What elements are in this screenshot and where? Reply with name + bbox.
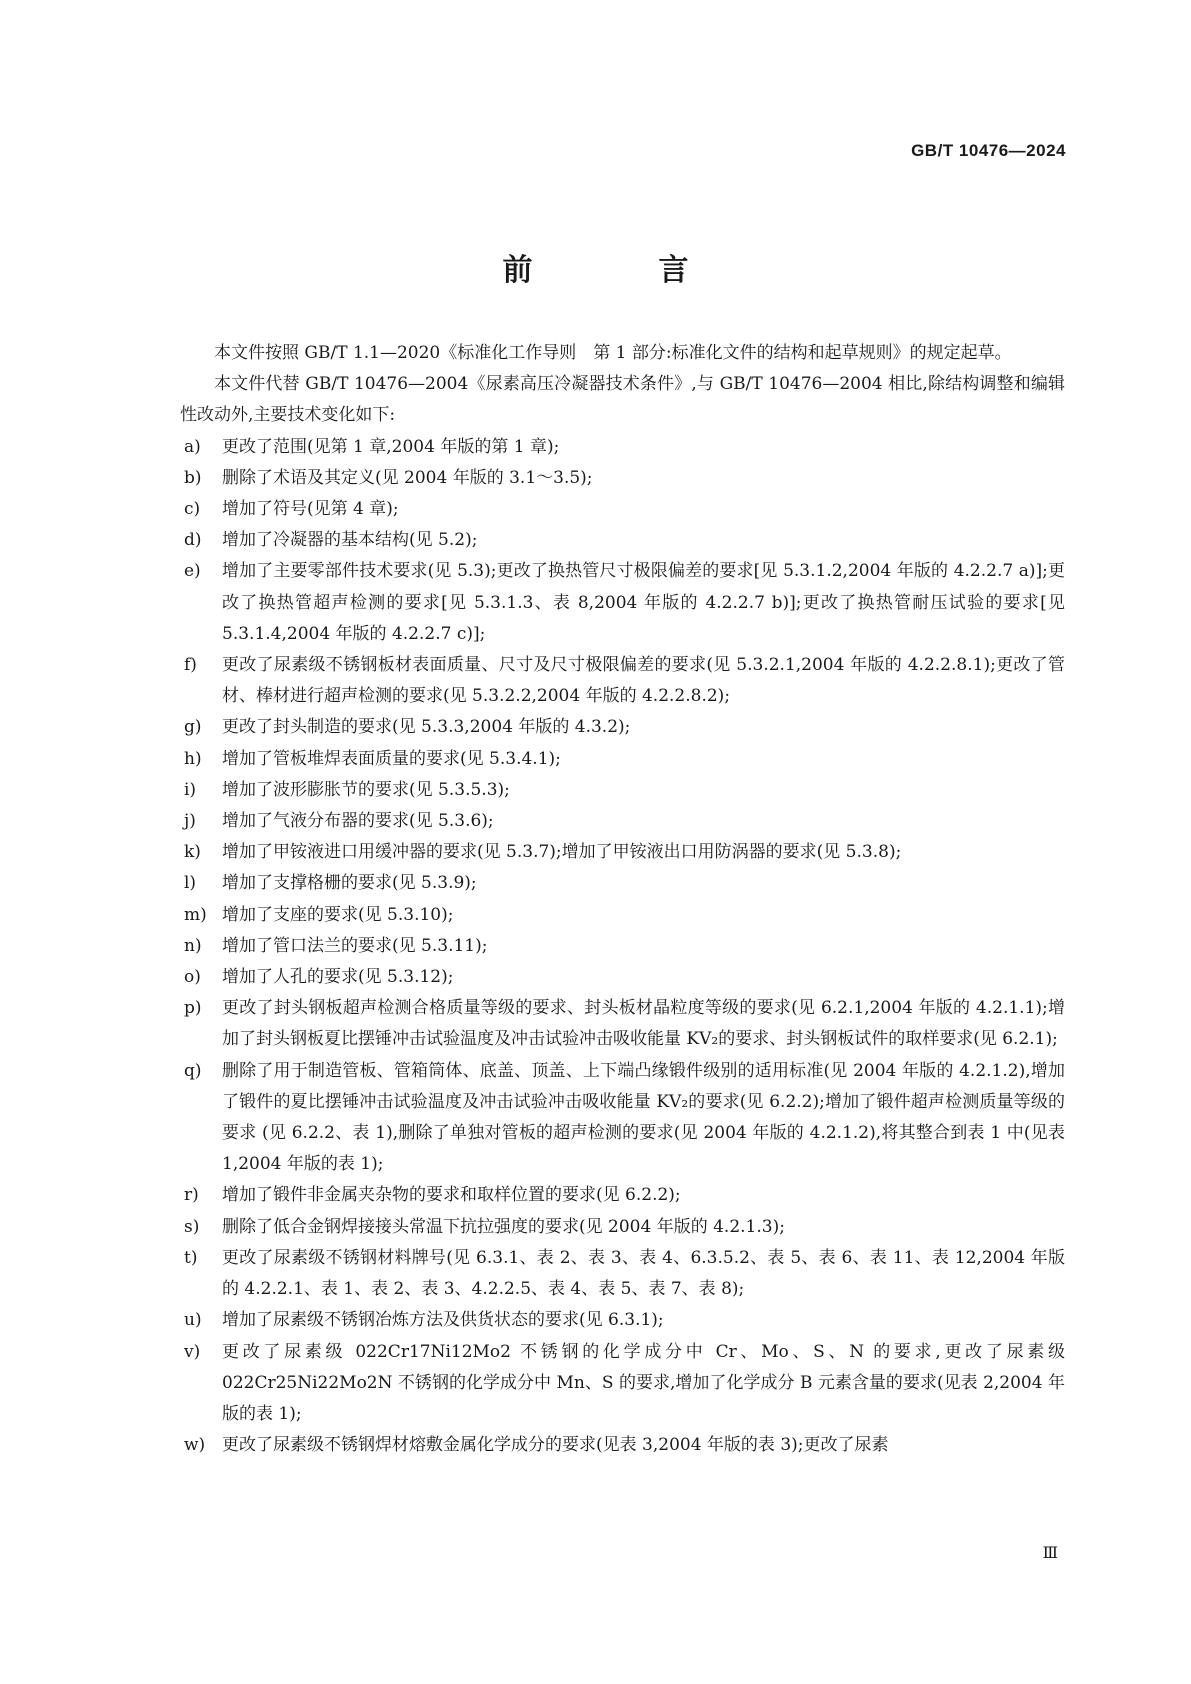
list-item-text: 增加了冷凝器的基本结构(见 5.2);	[222, 530, 478, 551]
list-item-text: 增加了支座的要求(见 5.3.10);	[222, 904, 454, 925]
list-item-marker: h)	[184, 748, 202, 769]
list-item-marker: t)	[184, 1247, 198, 1268]
list-item	[180, 1337, 1065, 1431]
list-item-text: 增加了尿素级不锈钢冶炼方法及供货状态的要求(见 6.3.1);	[222, 1310, 664, 1331]
list-item-text: 增加了管口法兰的要求(见 5.3.11);	[222, 935, 488, 956]
list-item-marker: p)	[184, 998, 202, 1019]
list-item-text: 增加了符号(见第 4 章);	[222, 499, 399, 520]
list-item-text: 增加了波形膨胀节的要求(见 5.3.5.3);	[222, 779, 510, 800]
standard-number: GB/T 10476—2024	[911, 141, 1066, 160]
list-item-marker: b)	[184, 467, 202, 488]
document-body	[180, 338, 1065, 1461]
list-item-marker: w)	[184, 1435, 206, 1456]
list-item-marker: d)	[184, 530, 202, 551]
list-item-marker: m)	[184, 904, 207, 925]
list-item	[180, 432, 1065, 463]
list-item	[180, 744, 1065, 775]
list-item-marker: l)	[184, 873, 197, 894]
list-item	[180, 525, 1065, 556]
list-item-marker: a)	[184, 436, 201, 457]
list-item-marker: k)	[184, 842, 201, 863]
list-item	[180, 712, 1065, 743]
list-item-text: 增加了管板堆焊表面质量的要求(见 5.3.4.1);	[222, 748, 561, 769]
list-item	[180, 1305, 1065, 1336]
list-item-text: 增加了支撑格栅的要求(见 5.3.9);	[222, 873, 477, 894]
list-item-text: 增加了气液分布器的要求(见 5.3.6);	[222, 811, 494, 832]
list-item-text: 更改了尿素级不锈钢焊材熔敷金属化学成分的要求(见表 3,2004 年版的表 3);更改了尿素	[222, 1435, 889, 1456]
list-item-marker: c)	[184, 499, 201, 520]
list-item-text: 增加了锻件非金属夹杂物的要求和取样位置的要求(见 6.2.2);	[222, 1185, 681, 1206]
list-item-marker: j)	[184, 811, 196, 832]
page-number: Ⅲ	[1042, 1543, 1058, 1562]
list-item-marker: i)	[184, 779, 197, 800]
list-item	[180, 1212, 1065, 1243]
list-item-text: 删除了低合金钢焊接接头常温下抗拉强度的要求(见 2004 年版的 4.2.1.3);	[222, 1216, 785, 1237]
list-item	[180, 962, 1065, 993]
list-item-marker: g)	[184, 717, 202, 738]
list-item-text: 增加了主要零部件技术要求(见 5.3);更改了换热管尺寸极限偏差的要求[见 5.3.1.2,2004 年版的 4.2.2.7 a)];更改了换热管超声检测的要求[见 5.3.1.3、表 8,2004 年版的 4.2.2.7 b)];更改了换热管耐压试验的要求[见 5.3.1.4,2004 年版的 4.2.2.7 c)];	[222, 561, 1065, 644]
list-item	[180, 650, 1065, 712]
list-item-marker: s)	[184, 1216, 200, 1237]
list-item-text: 更改了封头钢板超声检测合格质量等级的要求、封头板材晶粒度等级的要求(见 6.2.1,2004 年版的 4.2.1.1);增加了封头钢板夏比摆锤冲击试验温度及冲击试验冲击吸收能量 KV₂的要求、封头钢板试件的取样要求(见 6.2.1);	[222, 998, 1065, 1050]
list-item-marker: n)	[184, 935, 202, 956]
list-item	[180, 1430, 1065, 1461]
list-item	[180, 463, 1065, 494]
paragraph: 本文件代替 GB/T 10476—2004《尿素高压冷凝器技术条件》,与 GB/T 10476—2004 相比,除结构调整和编辑性改动外,主要技术变化如下:	[180, 374, 1065, 426]
list-item	[180, 1056, 1065, 1181]
list-item-marker: r)	[184, 1185, 199, 1206]
list-item	[180, 993, 1065, 1055]
list-item	[180, 837, 1065, 868]
list-item-text: 删除了术语及其定义(见 2004 年版的 3.1～3.5);	[222, 467, 593, 488]
list-item-text: 更改了尿素级 022Cr17Ni12Mo2 不锈钢的化学成分中 Cr、Mo、S、N 的要求,更改了尿素级 022Cr25Ni22Mo2N 不锈钢的化学成分中 Mn、S 的要求,增加了化学成分 B 元素含量的要求(见表 2,2004 年版的表 1);	[222, 1341, 1065, 1424]
list-item	[180, 1180, 1065, 1211]
list-item-marker: u)	[184, 1310, 202, 1331]
list-item-marker: o)	[184, 967, 201, 988]
list-item	[180, 868, 1065, 899]
list-item	[180, 556, 1065, 650]
list-item	[180, 775, 1065, 806]
change-list	[180, 432, 1065, 1462]
list-item-text: 更改了范围(见第 1 章,2004 年版的第 1 章);	[222, 436, 560, 457]
list-item-text: 更改了尿素级不锈钢材料牌号(见 6.3.1、表 2、表 3、表 4、6.3.5.2、表 5、表 6、表 11、表 12,2004 年版的 4.2.2.1、表 1、表 2、表 3、4.2.2.5、表 4、表 5、表 7、表 8);	[222, 1247, 1065, 1300]
list-item-marker: f)	[184, 655, 197, 676]
list-item	[180, 494, 1065, 525]
list-item	[180, 931, 1065, 962]
paragraph: 本文件按照 GB/T 1.1—2020《标准化工作导则 第 1 部分:标准化文件的结构和起草规则》的规定起草。	[214, 343, 1012, 363]
list-item-marker: q)	[184, 1060, 202, 1081]
list-item	[180, 1243, 1065, 1305]
list-item-text: 删除了用于制造管板、管箱筒体、底盖、顶盖、上下端凸缘锻件级别的适用标准(见 2004 年版的 4.2.1.2),增加了锻件的夏比摆锤冲击试验温度及冲击试验冲击吸收能量 KV₂的要求(见 6.2.2);增加了锻件超声检测质量等级的要求 (见 6.2.2、表 1),删除了单独对管板的超声检测的要求(见 2004 年版的 4.2.1.2),将其整合到表 1 中(见表 1,2004 年版的表 1);	[222, 1060, 1065, 1175]
list-item	[180, 900, 1065, 931]
list-item	[180, 806, 1065, 837]
list-item-text: 增加了人孔的要求(见 5.3.12);	[222, 967, 454, 988]
list-item-marker: v)	[184, 1341, 201, 1362]
list-item-text: 更改了尿素级不锈钢板材表面质量、尺寸及尺寸极限偏差的要求(见 5.3.2.1,2004 年版的 4.2.2.8.1);更改了管材、棒材进行超声检测的要求(见 5.3.2.2,2004 年版的 4.2.2.8.2);	[222, 655, 1065, 707]
list-item-marker: e)	[184, 561, 201, 582]
list-item-text: 更改了封头制造的要求(见 5.3.3,2004 年版的 4.3.2);	[222, 717, 631, 738]
page-title: 前 言	[502, 253, 737, 288]
list-item-text: 增加了甲铵液进口用缓冲器的要求(见 5.3.7);增加了甲铵液出口用防涡器的要求(见 5.3.8);	[222, 842, 902, 863]
